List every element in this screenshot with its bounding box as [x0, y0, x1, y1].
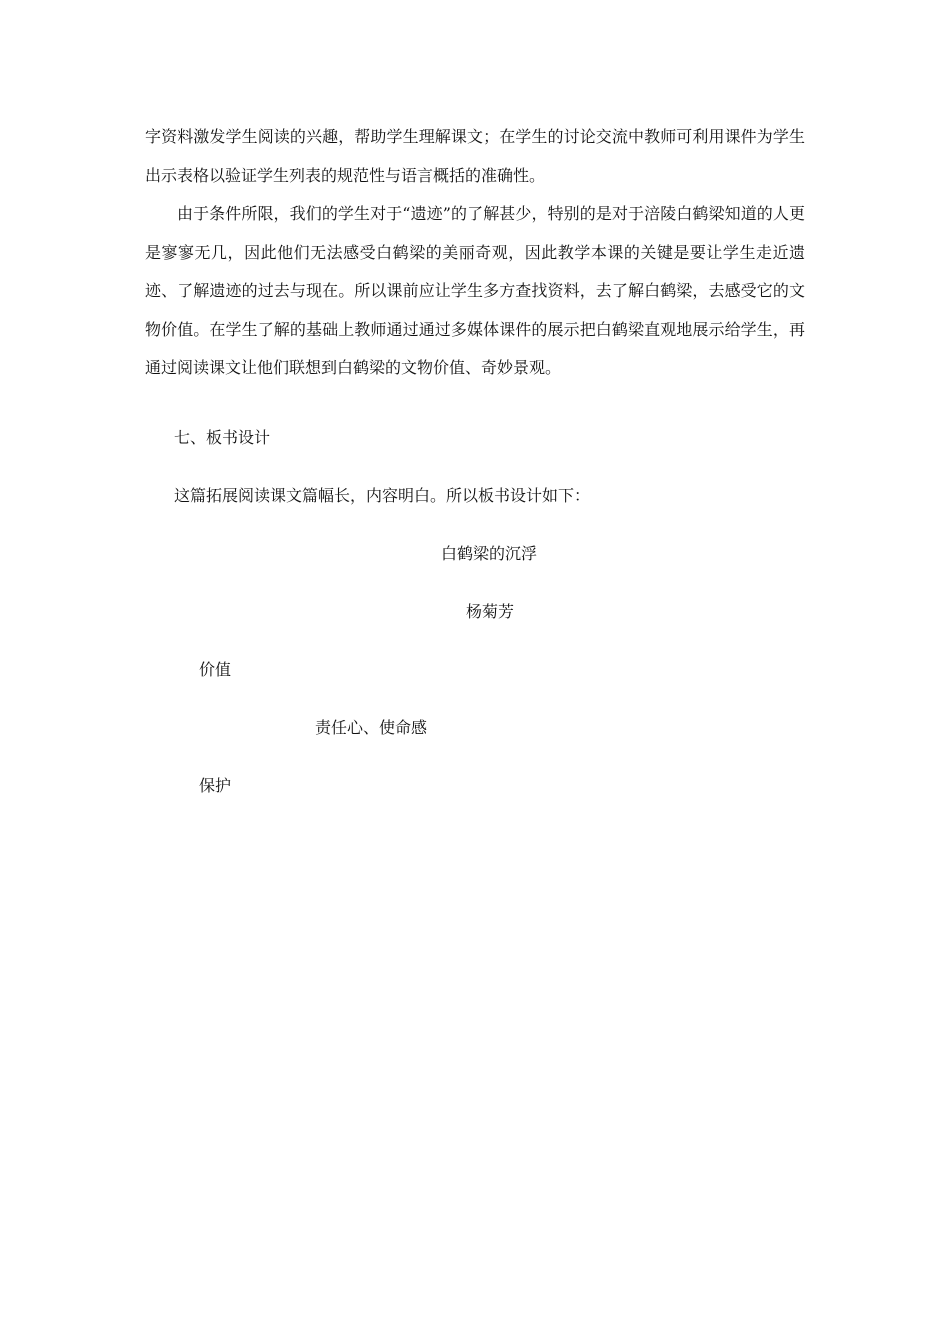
- board-item-value: 价值: [199, 660, 232, 679]
- section-heading: 七、板书设计: [174, 428, 271, 447]
- section-intro: 这篇拓展阅读课文篇幅长，内容明白。所以板书设计如下：: [174, 486, 591, 505]
- board-author: 杨菊芳: [466, 602, 515, 621]
- board-title: 白鹤梁的沉浮: [441, 544, 538, 563]
- paragraph-key-point: 由于条件所限，我们的学生对于“遗迹”的了解甚少，特别的是对于涪陵白鹤梁知道的人更是寥寥无几，因此他们无法感受白鹤梁的美丽奇观，因此教学本课的关键是要让学生走近遗迹、了解遗迹的过去与现在。所以课前应让学生多方查找资料，去了解白鹤梁，去感受它的文物价值。在学生了解的基础上教师通过通过多媒体课件的展示把白鹤梁直观地展示给学生，再通过阅读课文让他们联想到白鹤梁的文物价值、奇妙景观。: [145, 204, 805, 377]
- board-item-protect: 保护: [199, 776, 232, 795]
- paragraph-courseware: 字资料激发学生阅读的兴趣，帮助学生理解课文；在学生的讨论交流中教师可利用课件为学生出示表格以验证学生列表的规范性与语言概括的准确性。: [145, 127, 805, 185]
- board-item-center: 责任心、使命感: [315, 718, 428, 737]
